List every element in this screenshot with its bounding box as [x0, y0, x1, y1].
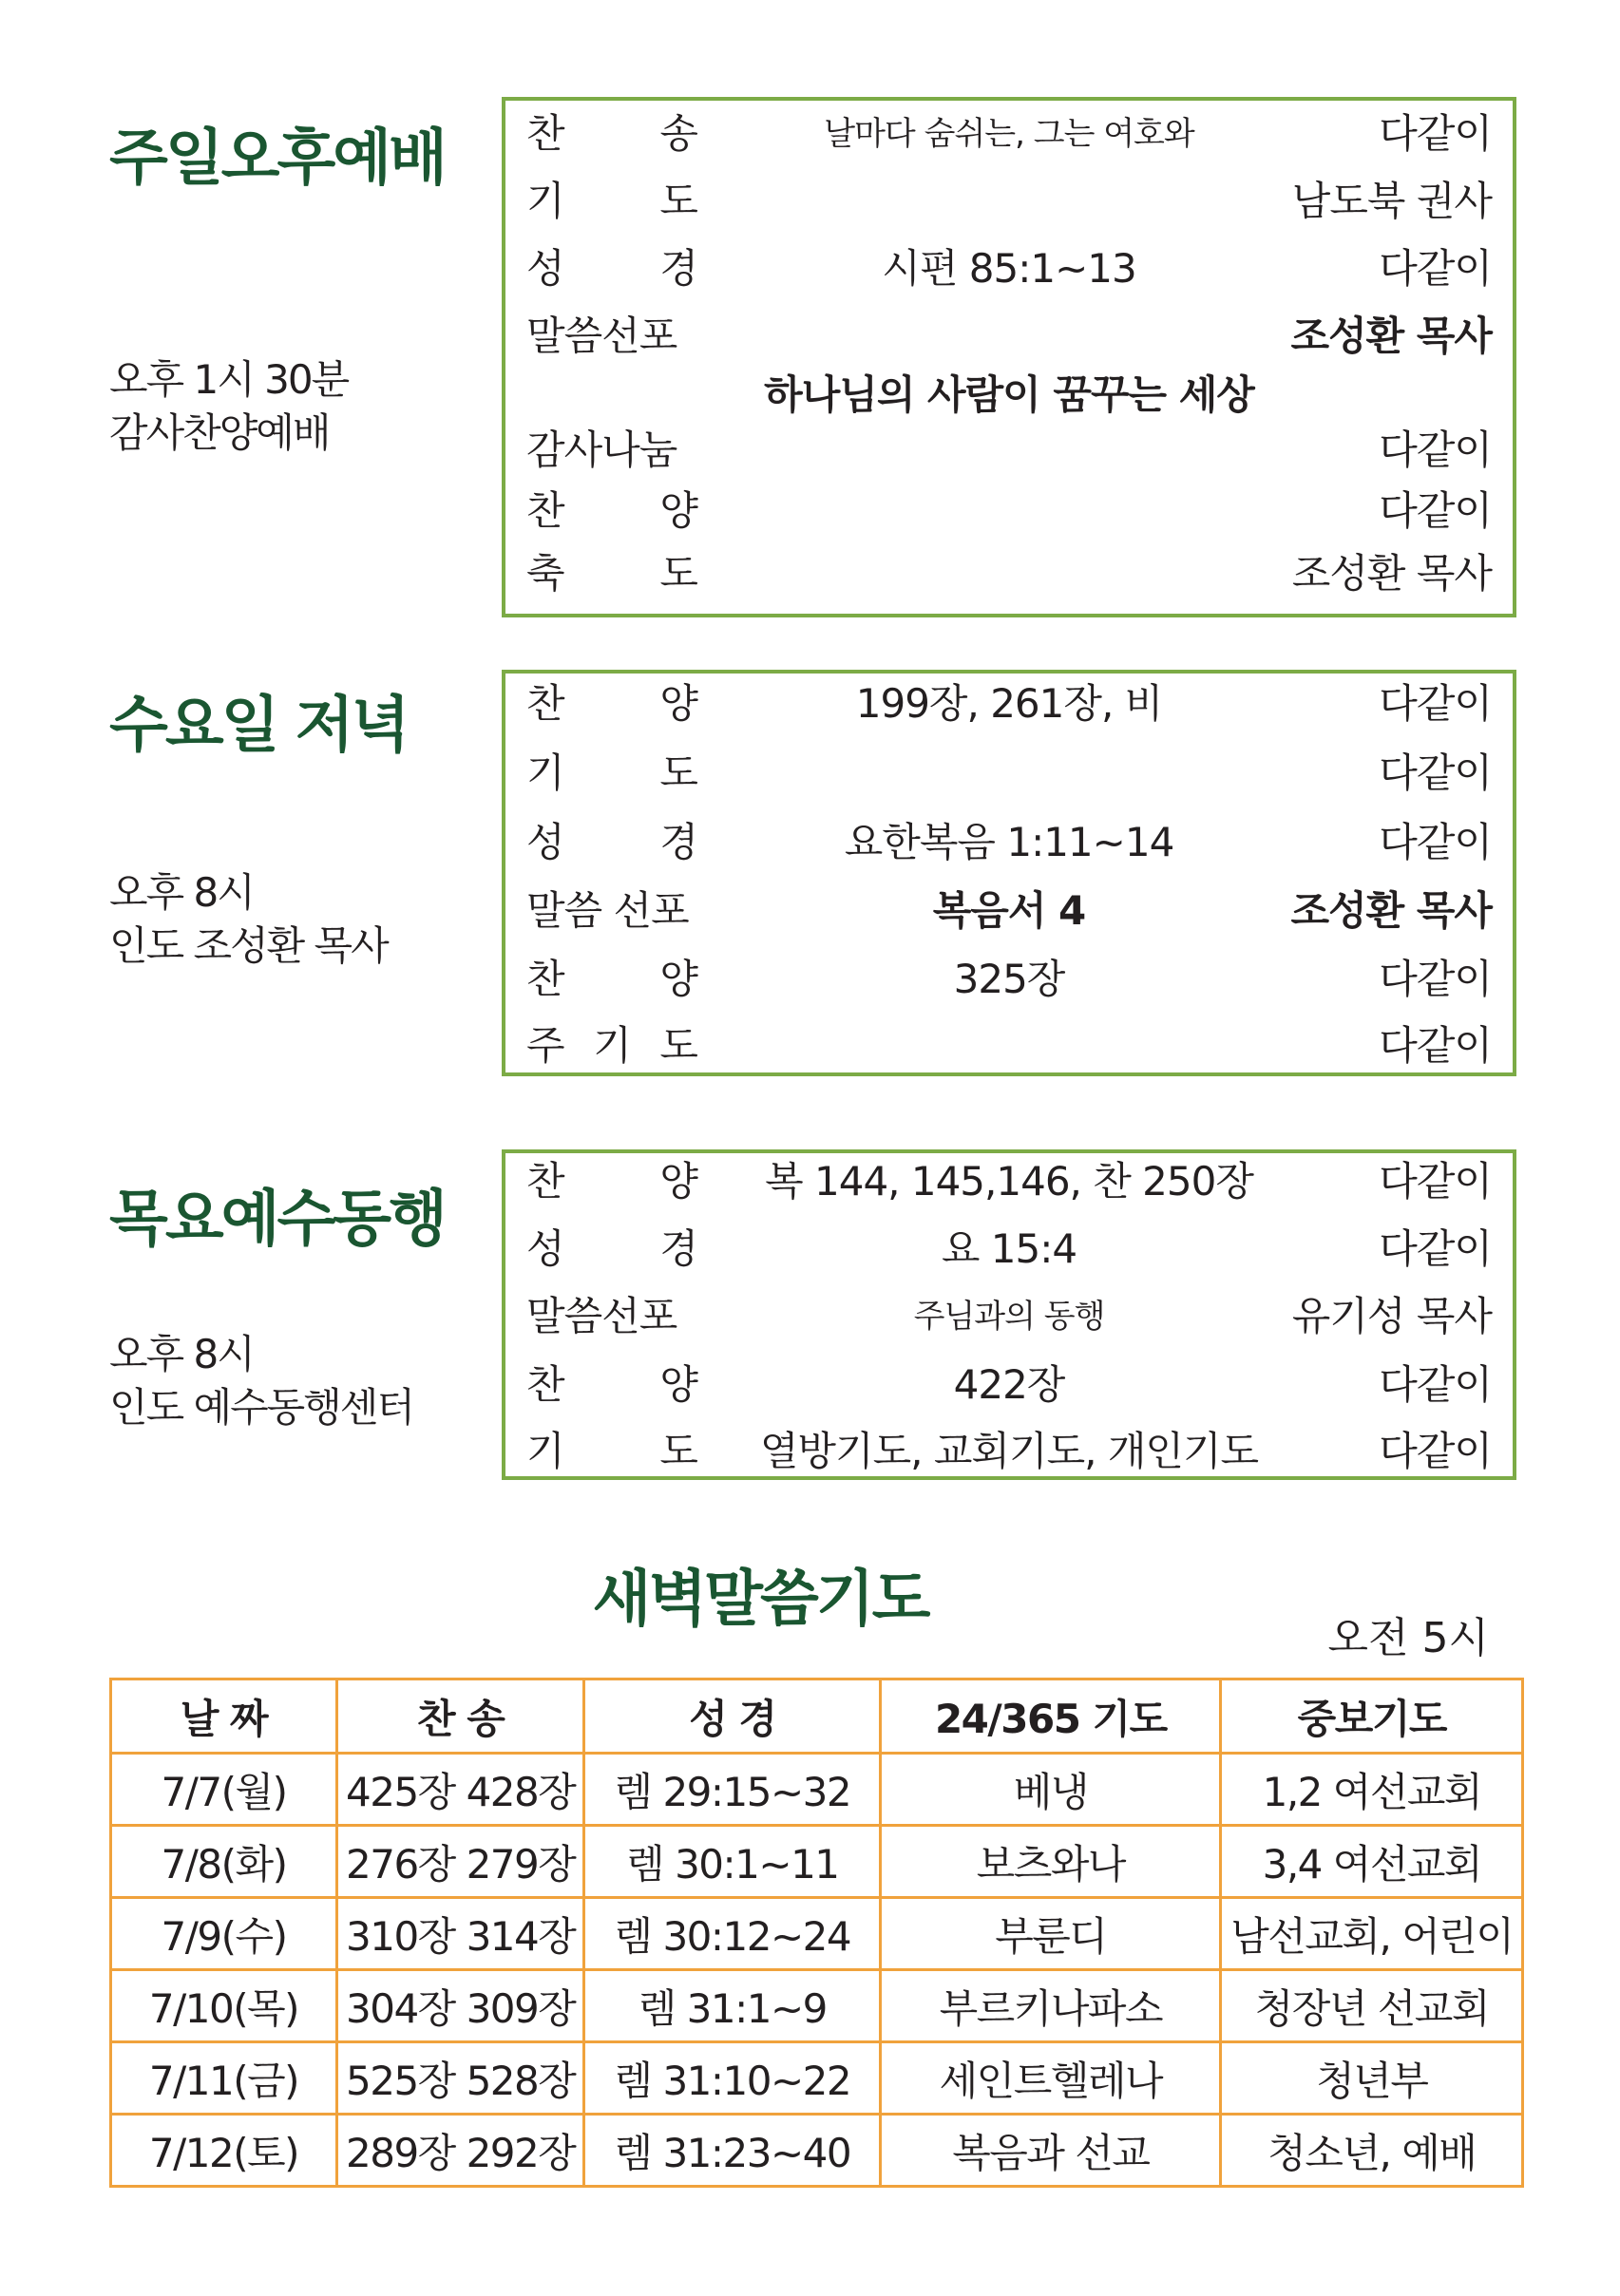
table-header-row	[111, 1679, 1523, 1754]
sunday-info	[109, 353, 348, 460]
table-row	[111, 1898, 1523, 1970]
order-row	[505, 545, 1513, 602]
order-row	[505, 1288, 1513, 1345]
order-row	[505, 308, 1513, 365]
order-detail: 복 144, 145,146, 찬 250장	[765, 1158, 1253, 1205]
sunday-service-name: 감사찬양예배	[109, 409, 330, 456]
order-label: 찬 양	[526, 1361, 697, 1408]
wednesday-time: 오후 8시	[109, 869, 254, 916]
cell-hymn: 304장 309장	[337, 1970, 584, 2042]
cell-intercession: 청소년, 예배	[1221, 2115, 1523, 2187]
wednesday-order-box	[502, 670, 1516, 1076]
order-row	[505, 675, 1513, 732]
thursday-title: 목요예수동행	[109, 1185, 445, 1255]
table-row	[111, 1970, 1523, 2042]
cell-scripture: 렘 31:1~9	[584, 1970, 881, 2042]
cell-scripture: 렘 31:23~40	[584, 2115, 881, 2187]
cell-date: 7/11(금)	[111, 2042, 337, 2115]
cell-scripture: 렘 30:12~24	[584, 1898, 881, 1970]
order-leader: 다같이	[1379, 110, 1492, 157]
order-leader: 다같이	[1379, 819, 1492, 865]
order-leader: 조성환 목사	[1290, 887, 1492, 934]
cell-intercession: 청장년 선교회	[1221, 1970, 1523, 2042]
cell-date: 7/8(화)	[111, 1826, 337, 1898]
thursday-leader: 인도 예수동행센터	[109, 1384, 413, 1431]
cell-scripture: 렘 31:10~22	[584, 2042, 881, 2115]
order-leader: 다같이	[1379, 245, 1492, 292]
order-label: 찬 송	[526, 110, 697, 157]
order-label: 말씀 선포	[526, 887, 689, 934]
order-row	[505, 882, 1513, 939]
wednesday-leader: 인도 조성환 목사	[109, 922, 388, 969]
order-row	[505, 745, 1513, 802]
cell-prayer-country: 부르키나파소	[881, 1970, 1221, 2042]
order-leader: 조성환 목사	[1291, 550, 1492, 597]
order-row	[505, 1153, 1513, 1210]
dawn-title: 새벽말씀기도	[592, 1565, 928, 1635]
table-row	[111, 2042, 1523, 2115]
order-row	[505, 367, 1513, 424]
order-row	[505, 1423, 1513, 1480]
cell-hymn: 425장 428장	[337, 1754, 584, 1826]
order-leader: 다같이	[1379, 427, 1492, 473]
sermon-title: 하나님의 사람이 꿈꾸는 세상	[764, 371, 1254, 418]
sunday-title: 주일오후예배	[109, 123, 445, 194]
header-date: 날 짜	[111, 1679, 337, 1754]
order-label: 찬 양	[526, 1158, 697, 1205]
order-detail: 요한복음 1:11~14	[844, 819, 1174, 865]
order-detail: 199장, 261장, 비	[855, 680, 1163, 727]
header-prayer-country: 24/365 기도	[881, 1679, 1221, 1754]
cell-prayer-country: 베냉	[881, 1754, 1221, 1826]
order-label: 감사나눔	[526, 427, 677, 473]
cell-hymn: 276장 279장	[337, 1826, 584, 1898]
cell-date: 7/10(목)	[111, 1970, 337, 2042]
order-row	[505, 240, 1513, 297]
cell-intercession: 1,2 여선교회	[1221, 1754, 1523, 1826]
dawn-time: 오전 5시	[1327, 1614, 1489, 1662]
order-leader: 남도북 권사	[1291, 178, 1492, 224]
order-row	[505, 105, 1513, 162]
cell-prayer-country: 부룬디	[881, 1898, 1221, 1970]
order-label: 성 경	[526, 245, 697, 292]
cell-prayer-country: 보츠와나	[881, 1826, 1221, 1898]
sunday-time: 오후 1시 30분	[109, 356, 349, 403]
order-detail: 날마다 숨쉬는, 그는 여호와	[824, 115, 1194, 153]
order-detail: 요 15:4	[941, 1225, 1077, 1272]
wednesday-title: 수요일 저녁	[109, 691, 408, 761]
order-detail: 422장	[953, 1361, 1065, 1408]
order-label: 축 도	[526, 550, 697, 597]
order-detail: 325장	[953, 956, 1065, 1002]
sunday-order-box	[502, 97, 1516, 617]
header-scripture: 성 경	[584, 1679, 881, 1754]
order-row	[505, 1017, 1513, 1074]
table-row	[111, 1826, 1523, 1898]
order-label: 찬 양	[526, 680, 697, 727]
order-label: 성 경	[526, 819, 697, 865]
header-intercession: 중보기도	[1221, 1679, 1523, 1754]
dawn-schedule-table	[109, 1678, 1524, 2188]
cell-intercession: 3,4 여선교회	[1221, 1826, 1523, 1898]
thursday-info	[109, 1328, 413, 1434]
thursday-order-box	[502, 1149, 1516, 1480]
order-leader: 다같이	[1379, 750, 1492, 796]
order-label: 말씀선포	[526, 1293, 677, 1339]
order-label: 찬 양	[526, 956, 697, 1002]
order-row	[505, 951, 1513, 1008]
cell-prayer-country: 세인트헬레나	[881, 2042, 1221, 2115]
order-row	[505, 483, 1513, 540]
order-row	[505, 173, 1513, 230]
order-detail: 주님과의 동행	[913, 1298, 1105, 1336]
order-label: 기 도	[526, 750, 697, 796]
order-row	[505, 1357, 1513, 1414]
order-label: 성 경	[526, 1225, 697, 1272]
cell-scripture: 렘 29:15~32	[584, 1754, 881, 1826]
order-label: 말씀선포	[526, 313, 677, 359]
order-label: 찬 양	[526, 487, 697, 534]
order-label: 기 도	[526, 178, 697, 224]
table-row	[111, 1754, 1523, 1826]
table-row	[111, 2115, 1523, 2187]
order-label: 기 도	[526, 1428, 697, 1474]
wednesday-info	[109, 866, 388, 973]
order-row	[505, 814, 1513, 871]
thursday-time: 오후 8시	[109, 1331, 254, 1377]
order-leader: 다같이	[1379, 1158, 1492, 1205]
order-row	[505, 1221, 1513, 1278]
cell-date: 7/7(월)	[111, 1754, 337, 1826]
cell-hymn: 525장 528장	[337, 2042, 584, 2115]
order-leader: 다같이	[1379, 956, 1492, 1002]
order-leader: 유기성 목사	[1291, 1293, 1492, 1339]
cell-hymn: 289장 292장	[337, 2115, 584, 2187]
order-label: 주 기 도	[526, 1022, 697, 1069]
cell-date: 7/12(토)	[111, 2115, 337, 2187]
order-leader: 다같이	[1379, 1428, 1492, 1474]
order-leader: 다같이	[1379, 680, 1492, 727]
order-leader: 다같이	[1379, 1225, 1492, 1272]
order-leader: 다같이	[1379, 1361, 1492, 1408]
cell-date: 7/9(수)	[111, 1898, 337, 1970]
cell-prayer-country: 복음과 선교	[881, 2115, 1221, 2187]
cell-intercession: 청년부	[1221, 2042, 1523, 2115]
order-leader: 다같이	[1379, 1022, 1492, 1069]
order-detail: 시편 85:1~13	[882, 245, 1136, 292]
cell-scripture: 렘 30:1~11	[584, 1826, 881, 1898]
cell-intercession: 남선교회, 어린이	[1221, 1898, 1523, 1970]
header-hymn: 찬 송	[337, 1679, 584, 1754]
order-row	[505, 422, 1513, 479]
order-detail: 열방기도, 교회기도, 개인기도	[759, 1428, 1259, 1474]
order-detail: 복음서 4	[932, 887, 1086, 934]
order-leader: 조성환 목사	[1290, 313, 1492, 359]
cell-hymn: 310장 314장	[337, 1898, 584, 1970]
order-leader: 다같이	[1379, 487, 1492, 534]
